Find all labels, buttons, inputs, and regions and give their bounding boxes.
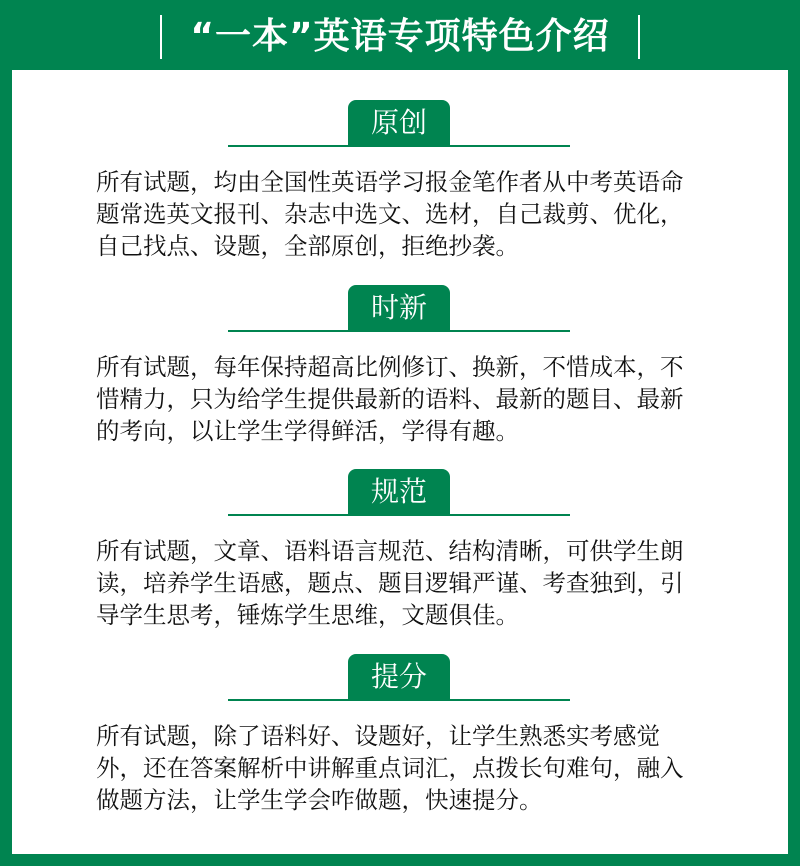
section-rule [228, 330, 570, 332]
page-title: “一本”英语专项特色介绍 [190, 16, 610, 57]
header [0, 0, 800, 70]
section-text: 所有试题，均由全国性英语学习报金笔作者从中考英语命题常选英文报刊、杂志中选文、选材，自己裁剪、优化，自己找点、设题，全部原创，拒绝抄袭。 [96, 168, 684, 260]
section-rule [228, 145, 570, 147]
section-tab: 提分 [348, 654, 450, 699]
section-tab: 时新 [348, 285, 450, 330]
section-tab: 原创 [348, 100, 450, 145]
section-rule [228, 699, 570, 701]
section-text: 所有试题，除了语料好、设题好，让学生熟悉实考感觉外，还在答案解析中讲解重点词汇，点拨长句难句，融入做题方法，让学生学会咋做题，快速提分。 [96, 722, 684, 814]
section-tab: 规范 [348, 469, 450, 514]
content-panel [12, 70, 788, 854]
section-text: 所有试题，文章、语料语言规范、结构清晰，可供学生朗读，培养学生语感，题点、题目逻辑严谨、考查独到，引导学生思考，锤炼学生思维，文题俱佳。 [96, 537, 684, 629]
section-rule [228, 514, 570, 516]
title-divider-right [638, 15, 640, 59]
section-text: 所有试题，每年保持超高比例修订、换新，不惜成本，不惜精力，只为给学生提供最新的语料、最新的题目、最新的考向，以让学生学得鲜活，学得有趣。 [96, 353, 684, 445]
